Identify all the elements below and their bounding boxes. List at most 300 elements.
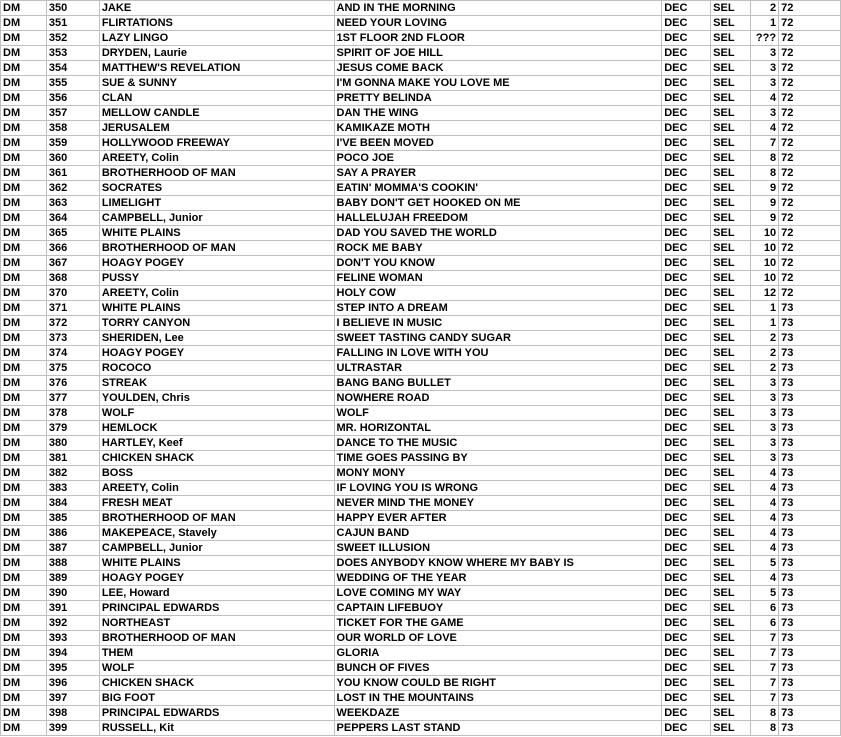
catalog-number-cell[interactable]: 366 bbox=[46, 241, 99, 256]
month-cell[interactable]: 3 bbox=[751, 436, 779, 451]
catalog-number-cell[interactable]: 357 bbox=[46, 106, 99, 121]
label-cell[interactable]: DEC bbox=[662, 346, 711, 361]
prefix-cell[interactable]: DM bbox=[1, 16, 47, 31]
label-cell[interactable]: DEC bbox=[662, 106, 711, 121]
title-cell[interactable]: ROCK ME BABY bbox=[334, 241, 662, 256]
year-cell[interactable]: 72 bbox=[779, 256, 841, 271]
prefix-cell[interactable]: DM bbox=[1, 721, 47, 736]
prefix-cell[interactable]: DM bbox=[1, 196, 47, 211]
year-cell[interactable]: 72 bbox=[779, 46, 841, 61]
catalog-number-cell[interactable]: 365 bbox=[46, 226, 99, 241]
prefix-cell[interactable]: DM bbox=[1, 406, 47, 421]
artist-cell[interactable]: JAKE bbox=[99, 1, 334, 16]
label-cell[interactable]: DEC bbox=[662, 316, 711, 331]
title-cell[interactable]: DANCE TO THE MUSIC bbox=[334, 436, 662, 451]
year-cell[interactable]: 73 bbox=[779, 661, 841, 676]
title-cell[interactable]: STEP INTO A DREAM bbox=[334, 301, 662, 316]
label-cell[interactable]: DEC bbox=[662, 61, 711, 76]
label-cell[interactable]: DEC bbox=[662, 511, 711, 526]
prefix-cell[interactable]: DM bbox=[1, 136, 47, 151]
artist-cell[interactable]: TORRY CANYON bbox=[99, 316, 334, 331]
prefix-cell[interactable]: DM bbox=[1, 466, 47, 481]
title-cell[interactable]: DON'T YOU KNOW bbox=[334, 256, 662, 271]
month-cell[interactable]: 4 bbox=[751, 526, 779, 541]
label-cell[interactable]: DEC bbox=[662, 331, 711, 346]
year-cell[interactable]: 73 bbox=[779, 436, 841, 451]
year-cell[interactable]: 72 bbox=[779, 31, 841, 46]
title-cell[interactable]: MONY MONY bbox=[334, 466, 662, 481]
catalog-number-cell[interactable]: 396 bbox=[46, 676, 99, 691]
catalog-number-cell[interactable]: 362 bbox=[46, 181, 99, 196]
type-cell[interactable]: SEL bbox=[711, 286, 751, 301]
type-cell[interactable]: SEL bbox=[711, 661, 751, 676]
year-cell[interactable]: 73 bbox=[779, 406, 841, 421]
type-cell[interactable]: SEL bbox=[711, 706, 751, 721]
year-cell[interactable]: 73 bbox=[779, 646, 841, 661]
year-cell[interactable]: 72 bbox=[779, 1, 841, 16]
title-cell[interactable]: 1ST FLOOR 2ND FLOOR bbox=[334, 31, 662, 46]
label-cell[interactable]: DEC bbox=[662, 361, 711, 376]
artist-cell[interactable]: AREETY, Colin bbox=[99, 151, 334, 166]
type-cell[interactable]: SEL bbox=[711, 691, 751, 706]
label-cell[interactable]: DEC bbox=[662, 46, 711, 61]
title-cell[interactable]: SPIRIT OF JOE HILL bbox=[334, 46, 662, 61]
title-cell[interactable]: HAPPY EVER AFTER bbox=[334, 511, 662, 526]
title-cell[interactable]: BANG BANG BULLET bbox=[334, 376, 662, 391]
type-cell[interactable]: SEL bbox=[711, 526, 751, 541]
label-cell[interactable]: DEC bbox=[662, 376, 711, 391]
type-cell[interactable]: SEL bbox=[711, 391, 751, 406]
catalog-number-cell[interactable]: 359 bbox=[46, 136, 99, 151]
year-cell[interactable]: 73 bbox=[779, 451, 841, 466]
label-cell[interactable]: DEC bbox=[662, 661, 711, 676]
prefix-cell[interactable]: DM bbox=[1, 556, 47, 571]
artist-cell[interactable]: SUE & SUNNY bbox=[99, 76, 334, 91]
year-cell[interactable]: 72 bbox=[779, 91, 841, 106]
title-cell[interactable]: I'M GONNA MAKE YOU LOVE ME bbox=[334, 76, 662, 91]
month-cell[interactable]: 3 bbox=[751, 46, 779, 61]
catalog-number-cell[interactable]: 373 bbox=[46, 331, 99, 346]
title-cell[interactable]: TICKET FOR THE GAME bbox=[334, 616, 662, 631]
prefix-cell[interactable]: DM bbox=[1, 181, 47, 196]
type-cell[interactable]: SEL bbox=[711, 211, 751, 226]
catalog-number-cell[interactable]: 350 bbox=[46, 1, 99, 16]
artist-cell[interactable]: HOLLYWOOD FREEWAY bbox=[99, 136, 334, 151]
prefix-cell[interactable]: DM bbox=[1, 76, 47, 91]
type-cell[interactable]: SEL bbox=[711, 316, 751, 331]
prefix-cell[interactable]: DM bbox=[1, 481, 47, 496]
catalog-number-cell[interactable]: 378 bbox=[46, 406, 99, 421]
month-cell[interactable]: 4 bbox=[751, 496, 779, 511]
prefix-cell[interactable]: DM bbox=[1, 271, 47, 286]
label-cell[interactable]: DEC bbox=[662, 526, 711, 541]
type-cell[interactable]: SEL bbox=[711, 721, 751, 736]
catalog-number-cell[interactable]: 389 bbox=[46, 571, 99, 586]
catalog-number-cell[interactable]: 361 bbox=[46, 166, 99, 181]
catalog-number-cell[interactable]: 380 bbox=[46, 436, 99, 451]
label-cell[interactable]: DEC bbox=[662, 271, 711, 286]
year-cell[interactable]: 73 bbox=[779, 556, 841, 571]
type-cell[interactable]: SEL bbox=[711, 106, 751, 121]
month-cell[interactable]: 10 bbox=[751, 271, 779, 286]
prefix-cell[interactable]: DM bbox=[1, 421, 47, 436]
label-cell[interactable]: DEC bbox=[662, 181, 711, 196]
artist-cell[interactable]: FRESH MEAT bbox=[99, 496, 334, 511]
type-cell[interactable]: SEL bbox=[711, 301, 751, 316]
label-cell[interactable]: DEC bbox=[662, 616, 711, 631]
year-cell[interactable]: 73 bbox=[779, 586, 841, 601]
catalog-number-cell[interactable]: 395 bbox=[46, 661, 99, 676]
catalog-number-cell[interactable]: 398 bbox=[46, 706, 99, 721]
label-cell[interactable]: DEC bbox=[662, 436, 711, 451]
month-cell[interactable]: 2 bbox=[751, 331, 779, 346]
label-cell[interactable]: DEC bbox=[662, 496, 711, 511]
year-cell[interactable]: 73 bbox=[779, 481, 841, 496]
artist-cell[interactable]: YOULDEN, Chris bbox=[99, 391, 334, 406]
prefix-cell[interactable]: DM bbox=[1, 106, 47, 121]
month-cell[interactable]: 9 bbox=[751, 181, 779, 196]
catalog-number-cell[interactable]: 381 bbox=[46, 451, 99, 466]
title-cell[interactable]: FELINE WOMAN bbox=[334, 271, 662, 286]
artist-cell[interactable]: LAZY LINGO bbox=[99, 31, 334, 46]
label-cell[interactable]: DEC bbox=[662, 196, 711, 211]
title-cell[interactable]: TIME GOES PASSING BY bbox=[334, 451, 662, 466]
artist-cell[interactable]: ROCOCO bbox=[99, 361, 334, 376]
year-cell[interactable]: 73 bbox=[779, 721, 841, 736]
label-cell[interactable]: DEC bbox=[662, 481, 711, 496]
title-cell[interactable]: GLORIA bbox=[334, 646, 662, 661]
type-cell[interactable]: SEL bbox=[711, 241, 751, 256]
catalog-number-cell[interactable]: 388 bbox=[46, 556, 99, 571]
prefix-cell[interactable]: DM bbox=[1, 541, 47, 556]
prefix-cell[interactable]: DM bbox=[1, 286, 47, 301]
artist-cell[interactable]: WOLF bbox=[99, 406, 334, 421]
prefix-cell[interactable]: DM bbox=[1, 1, 47, 16]
year-cell[interactable]: 72 bbox=[779, 16, 841, 31]
year-cell[interactable]: 72 bbox=[779, 136, 841, 151]
title-cell[interactable]: HOLY COW bbox=[334, 286, 662, 301]
type-cell[interactable]: SEL bbox=[711, 406, 751, 421]
artist-cell[interactable]: MELLOW CANDLE bbox=[99, 106, 334, 121]
type-cell[interactable]: SEL bbox=[711, 61, 751, 76]
artist-cell[interactable]: BOSS bbox=[99, 466, 334, 481]
year-cell[interactable]: 72 bbox=[779, 286, 841, 301]
label-cell[interactable]: DEC bbox=[662, 406, 711, 421]
type-cell[interactable]: SEL bbox=[711, 646, 751, 661]
prefix-cell[interactable]: DM bbox=[1, 166, 47, 181]
year-cell[interactable]: 73 bbox=[779, 676, 841, 691]
label-cell[interactable]: DEC bbox=[662, 541, 711, 556]
prefix-cell[interactable]: DM bbox=[1, 151, 47, 166]
catalog-number-cell[interactable]: 397 bbox=[46, 691, 99, 706]
artist-cell[interactable]: BROTHERHOOD OF MAN bbox=[99, 166, 334, 181]
year-cell[interactable]: 73 bbox=[779, 571, 841, 586]
year-cell[interactable]: 72 bbox=[779, 226, 841, 241]
year-cell[interactable]: 73 bbox=[779, 511, 841, 526]
prefix-cell[interactable]: DM bbox=[1, 301, 47, 316]
label-cell[interactable]: DEC bbox=[662, 631, 711, 646]
artist-cell[interactable]: WHITE PLAINS bbox=[99, 301, 334, 316]
artist-cell[interactable]: HEMLOCK bbox=[99, 421, 334, 436]
type-cell[interactable]: SEL bbox=[711, 181, 751, 196]
prefix-cell[interactable]: DM bbox=[1, 676, 47, 691]
catalog-number-cell[interactable]: 374 bbox=[46, 346, 99, 361]
catalog-number-cell[interactable]: 394 bbox=[46, 646, 99, 661]
year-cell[interactable]: 73 bbox=[779, 706, 841, 721]
month-cell[interactable]: 1 bbox=[751, 316, 779, 331]
title-cell[interactable]: YOU KNOW COULD BE RIGHT bbox=[334, 676, 662, 691]
title-cell[interactable]: EATIN' MOMMA'S COOKIN' bbox=[334, 181, 662, 196]
prefix-cell[interactable]: DM bbox=[1, 586, 47, 601]
type-cell[interactable]: SEL bbox=[711, 421, 751, 436]
type-cell[interactable]: SEL bbox=[711, 556, 751, 571]
year-cell[interactable]: 73 bbox=[779, 466, 841, 481]
catalog-number-cell[interactable]: 363 bbox=[46, 196, 99, 211]
month-cell[interactable]: 3 bbox=[751, 76, 779, 91]
year-cell[interactable]: 72 bbox=[779, 151, 841, 166]
month-cell[interactable]: 6 bbox=[751, 601, 779, 616]
label-cell[interactable]: DEC bbox=[662, 256, 711, 271]
type-cell[interactable]: SEL bbox=[711, 91, 751, 106]
catalog-number-cell[interactable]: 352 bbox=[46, 31, 99, 46]
label-cell[interactable]: DEC bbox=[662, 16, 711, 31]
type-cell[interactable]: SEL bbox=[711, 586, 751, 601]
type-cell[interactable]: SEL bbox=[711, 31, 751, 46]
month-cell[interactable]: 4 bbox=[751, 466, 779, 481]
year-cell[interactable]: 73 bbox=[779, 631, 841, 646]
prefix-cell[interactable]: DM bbox=[1, 31, 47, 46]
catalog-number-cell[interactable]: 364 bbox=[46, 211, 99, 226]
year-cell[interactable]: 73 bbox=[779, 691, 841, 706]
type-cell[interactable]: SEL bbox=[711, 436, 751, 451]
prefix-cell[interactable]: DM bbox=[1, 526, 47, 541]
artist-cell[interactable]: WHITE PLAINS bbox=[99, 556, 334, 571]
prefix-cell[interactable]: DM bbox=[1, 646, 47, 661]
title-cell[interactable]: IF LOVING YOU IS WRONG bbox=[334, 481, 662, 496]
artist-cell[interactable]: MATTHEW'S REVELATION bbox=[99, 61, 334, 76]
label-cell[interactable]: DEC bbox=[662, 421, 711, 436]
title-cell[interactable]: BABY DON'T GET HOOKED ON ME bbox=[334, 196, 662, 211]
prefix-cell[interactable]: DM bbox=[1, 61, 47, 76]
month-cell[interactable]: 8 bbox=[751, 166, 779, 181]
title-cell[interactable]: NOWHERE ROAD bbox=[334, 391, 662, 406]
month-cell[interactable]: 2 bbox=[751, 346, 779, 361]
artist-cell[interactable]: CAMPBELL, Junior bbox=[99, 211, 334, 226]
type-cell[interactable]: SEL bbox=[711, 256, 751, 271]
title-cell[interactable]: LOVE COMING MY WAY bbox=[334, 586, 662, 601]
month-cell[interactable]: 7 bbox=[751, 676, 779, 691]
type-cell[interactable]: SEL bbox=[711, 16, 751, 31]
title-cell[interactable]: CAPTAIN LIFEBUOY bbox=[334, 601, 662, 616]
month-cell[interactable]: 8 bbox=[751, 151, 779, 166]
prefix-cell[interactable]: DM bbox=[1, 706, 47, 721]
year-cell[interactable]: 73 bbox=[779, 331, 841, 346]
type-cell[interactable]: SEL bbox=[711, 571, 751, 586]
month-cell[interactable]: 9 bbox=[751, 211, 779, 226]
artist-cell[interactable]: JERUSALEM bbox=[99, 121, 334, 136]
label-cell[interactable]: DEC bbox=[662, 76, 711, 91]
catalog-number-cell[interactable]: 371 bbox=[46, 301, 99, 316]
title-cell[interactable]: CAJUN BAND bbox=[334, 526, 662, 541]
type-cell[interactable]: SEL bbox=[711, 136, 751, 151]
catalog-number-cell[interactable]: 367 bbox=[46, 256, 99, 271]
month-cell[interactable]: 5 bbox=[751, 586, 779, 601]
year-cell[interactable]: 72 bbox=[779, 181, 841, 196]
year-cell[interactable]: 73 bbox=[779, 346, 841, 361]
year-cell[interactable]: 72 bbox=[779, 106, 841, 121]
prefix-cell[interactable]: DM bbox=[1, 436, 47, 451]
month-cell[interactable]: 7 bbox=[751, 646, 779, 661]
catalog-number-cell[interactable]: 393 bbox=[46, 631, 99, 646]
year-cell[interactable]: 72 bbox=[779, 271, 841, 286]
month-cell[interactable]: 6 bbox=[751, 616, 779, 631]
artist-cell[interactable]: AREETY, Colin bbox=[99, 481, 334, 496]
artist-cell[interactable]: MAKEPEACE, Stavely bbox=[99, 526, 334, 541]
prefix-cell[interactable]: DM bbox=[1, 316, 47, 331]
catalog-number-cell[interactable]: 399 bbox=[46, 721, 99, 736]
catalog-number-cell[interactable]: 383 bbox=[46, 481, 99, 496]
prefix-cell[interactable]: DM bbox=[1, 391, 47, 406]
title-cell[interactable]: JESUS COME BACK bbox=[334, 61, 662, 76]
type-cell[interactable]: SEL bbox=[711, 46, 751, 61]
title-cell[interactable]: WEEKDAZE bbox=[334, 706, 662, 721]
prefix-cell[interactable]: DM bbox=[1, 361, 47, 376]
prefix-cell[interactable]: DM bbox=[1, 601, 47, 616]
prefix-cell[interactable]: DM bbox=[1, 346, 47, 361]
year-cell[interactable]: 73 bbox=[779, 376, 841, 391]
catalog-number-cell[interactable]: 372 bbox=[46, 316, 99, 331]
month-cell[interactable]: 10 bbox=[751, 241, 779, 256]
month-cell[interactable]: 7 bbox=[751, 631, 779, 646]
label-cell[interactable]: DEC bbox=[662, 121, 711, 136]
type-cell[interactable]: SEL bbox=[711, 616, 751, 631]
title-cell[interactable]: POCO JOE bbox=[334, 151, 662, 166]
catalog-number-cell[interactable]: 387 bbox=[46, 541, 99, 556]
artist-cell[interactable]: HARTLEY, Keef bbox=[99, 436, 334, 451]
artist-cell[interactable]: BIG FOOT bbox=[99, 691, 334, 706]
month-cell[interactable]: 2 bbox=[751, 361, 779, 376]
artist-cell[interactable]: LEE, Howard bbox=[99, 586, 334, 601]
type-cell[interactable]: SEL bbox=[711, 376, 751, 391]
catalog-number-cell[interactable]: 354 bbox=[46, 61, 99, 76]
artist-cell[interactable]: LIMELIGHT bbox=[99, 196, 334, 211]
label-cell[interactable]: DEC bbox=[662, 286, 711, 301]
month-cell[interactable]: 3 bbox=[751, 421, 779, 436]
catalog-number-cell[interactable]: 376 bbox=[46, 376, 99, 391]
type-cell[interactable]: SEL bbox=[711, 676, 751, 691]
label-cell[interactable]: DEC bbox=[662, 241, 711, 256]
type-cell[interactable]: SEL bbox=[711, 466, 751, 481]
prefix-cell[interactable]: DM bbox=[1, 256, 47, 271]
type-cell[interactable]: SEL bbox=[711, 226, 751, 241]
artist-cell[interactable]: HOAGY POGEY bbox=[99, 346, 334, 361]
catalog-number-cell[interactable]: 390 bbox=[46, 586, 99, 601]
label-cell[interactable]: DEC bbox=[662, 31, 711, 46]
title-cell[interactable]: SWEET ILLUSION bbox=[334, 541, 662, 556]
artist-cell[interactable]: WOLF bbox=[99, 661, 334, 676]
label-cell[interactable]: DEC bbox=[662, 91, 711, 106]
title-cell[interactable]: HALLELUJAH FREEDOM bbox=[334, 211, 662, 226]
month-cell[interactable]: 12 bbox=[751, 286, 779, 301]
year-cell[interactable]: 73 bbox=[779, 541, 841, 556]
prefix-cell[interactable]: DM bbox=[1, 511, 47, 526]
label-cell[interactable]: DEC bbox=[662, 586, 711, 601]
title-cell[interactable]: KAMIKAZE MOTH bbox=[334, 121, 662, 136]
type-cell[interactable]: SEL bbox=[711, 166, 751, 181]
prefix-cell[interactable]: DM bbox=[1, 226, 47, 241]
month-cell[interactable]: 3 bbox=[751, 106, 779, 121]
type-cell[interactable]: SEL bbox=[711, 361, 751, 376]
prefix-cell[interactable]: DM bbox=[1, 571, 47, 586]
label-cell[interactable]: DEC bbox=[662, 571, 711, 586]
title-cell[interactable]: I'VE BEEN MOVED bbox=[334, 136, 662, 151]
month-cell[interactable]: 3 bbox=[751, 61, 779, 76]
month-cell[interactable]: 4 bbox=[751, 91, 779, 106]
prefix-cell[interactable]: DM bbox=[1, 496, 47, 511]
type-cell[interactable]: SEL bbox=[711, 511, 751, 526]
prefix-cell[interactable]: DM bbox=[1, 376, 47, 391]
month-cell[interactable]: 5 bbox=[751, 556, 779, 571]
year-cell[interactable]: 72 bbox=[779, 196, 841, 211]
label-cell[interactable]: DEC bbox=[662, 721, 711, 736]
type-cell[interactable]: SEL bbox=[711, 271, 751, 286]
catalog-number-cell[interactable]: 351 bbox=[46, 16, 99, 31]
month-cell[interactable]: 4 bbox=[751, 571, 779, 586]
artist-cell[interactable]: WHITE PLAINS bbox=[99, 226, 334, 241]
month-cell[interactable]: 3 bbox=[751, 391, 779, 406]
title-cell[interactable]: NEED YOUR LOVING bbox=[334, 16, 662, 31]
artist-cell[interactable]: RUSSELL, Kit bbox=[99, 721, 334, 736]
month-cell[interactable]: 10 bbox=[751, 256, 779, 271]
year-cell[interactable]: 73 bbox=[779, 601, 841, 616]
year-cell[interactable]: 72 bbox=[779, 76, 841, 91]
label-cell[interactable]: DEC bbox=[662, 301, 711, 316]
prefix-cell[interactable]: DM bbox=[1, 91, 47, 106]
year-cell[interactable]: 72 bbox=[779, 121, 841, 136]
catalog-number-cell[interactable]: 382 bbox=[46, 466, 99, 481]
year-cell[interactable]: 72 bbox=[779, 211, 841, 226]
artist-cell[interactable]: PUSSY bbox=[99, 271, 334, 286]
prefix-cell[interactable]: DM bbox=[1, 241, 47, 256]
type-cell[interactable]: SEL bbox=[711, 331, 751, 346]
title-cell[interactable]: DOES ANYBODY KNOW WHERE MY BABY IS bbox=[334, 556, 662, 571]
year-cell[interactable]: 73 bbox=[779, 391, 841, 406]
label-cell[interactable]: DEC bbox=[662, 646, 711, 661]
type-cell[interactable]: SEL bbox=[711, 151, 751, 166]
artist-cell[interactable]: AREETY, Colin bbox=[99, 286, 334, 301]
artist-cell[interactable]: BROTHERHOOD OF MAN bbox=[99, 631, 334, 646]
prefix-cell[interactable]: DM bbox=[1, 331, 47, 346]
artist-cell[interactable]: FLIRTATIONS bbox=[99, 16, 334, 31]
catalog-number-cell[interactable]: 385 bbox=[46, 511, 99, 526]
artist-cell[interactable]: STREAK bbox=[99, 376, 334, 391]
catalog-number-cell[interactable]: 355 bbox=[46, 76, 99, 91]
label-cell[interactable]: DEC bbox=[662, 166, 711, 181]
artist-cell[interactable]: CAMPBELL, Junior bbox=[99, 541, 334, 556]
prefix-cell[interactable]: DM bbox=[1, 661, 47, 676]
label-cell[interactable]: DEC bbox=[662, 226, 711, 241]
prefix-cell[interactable]: DM bbox=[1, 691, 47, 706]
prefix-cell[interactable]: DM bbox=[1, 616, 47, 631]
year-cell[interactable]: 73 bbox=[779, 316, 841, 331]
catalog-number-cell[interactable]: 370 bbox=[46, 286, 99, 301]
month-cell[interactable]: 4 bbox=[751, 511, 779, 526]
prefix-cell[interactable]: DM bbox=[1, 451, 47, 466]
type-cell[interactable]: SEL bbox=[711, 481, 751, 496]
type-cell[interactable]: SEL bbox=[711, 1, 751, 16]
catalog-number-cell[interactable]: 379 bbox=[46, 421, 99, 436]
year-cell[interactable]: 73 bbox=[779, 496, 841, 511]
